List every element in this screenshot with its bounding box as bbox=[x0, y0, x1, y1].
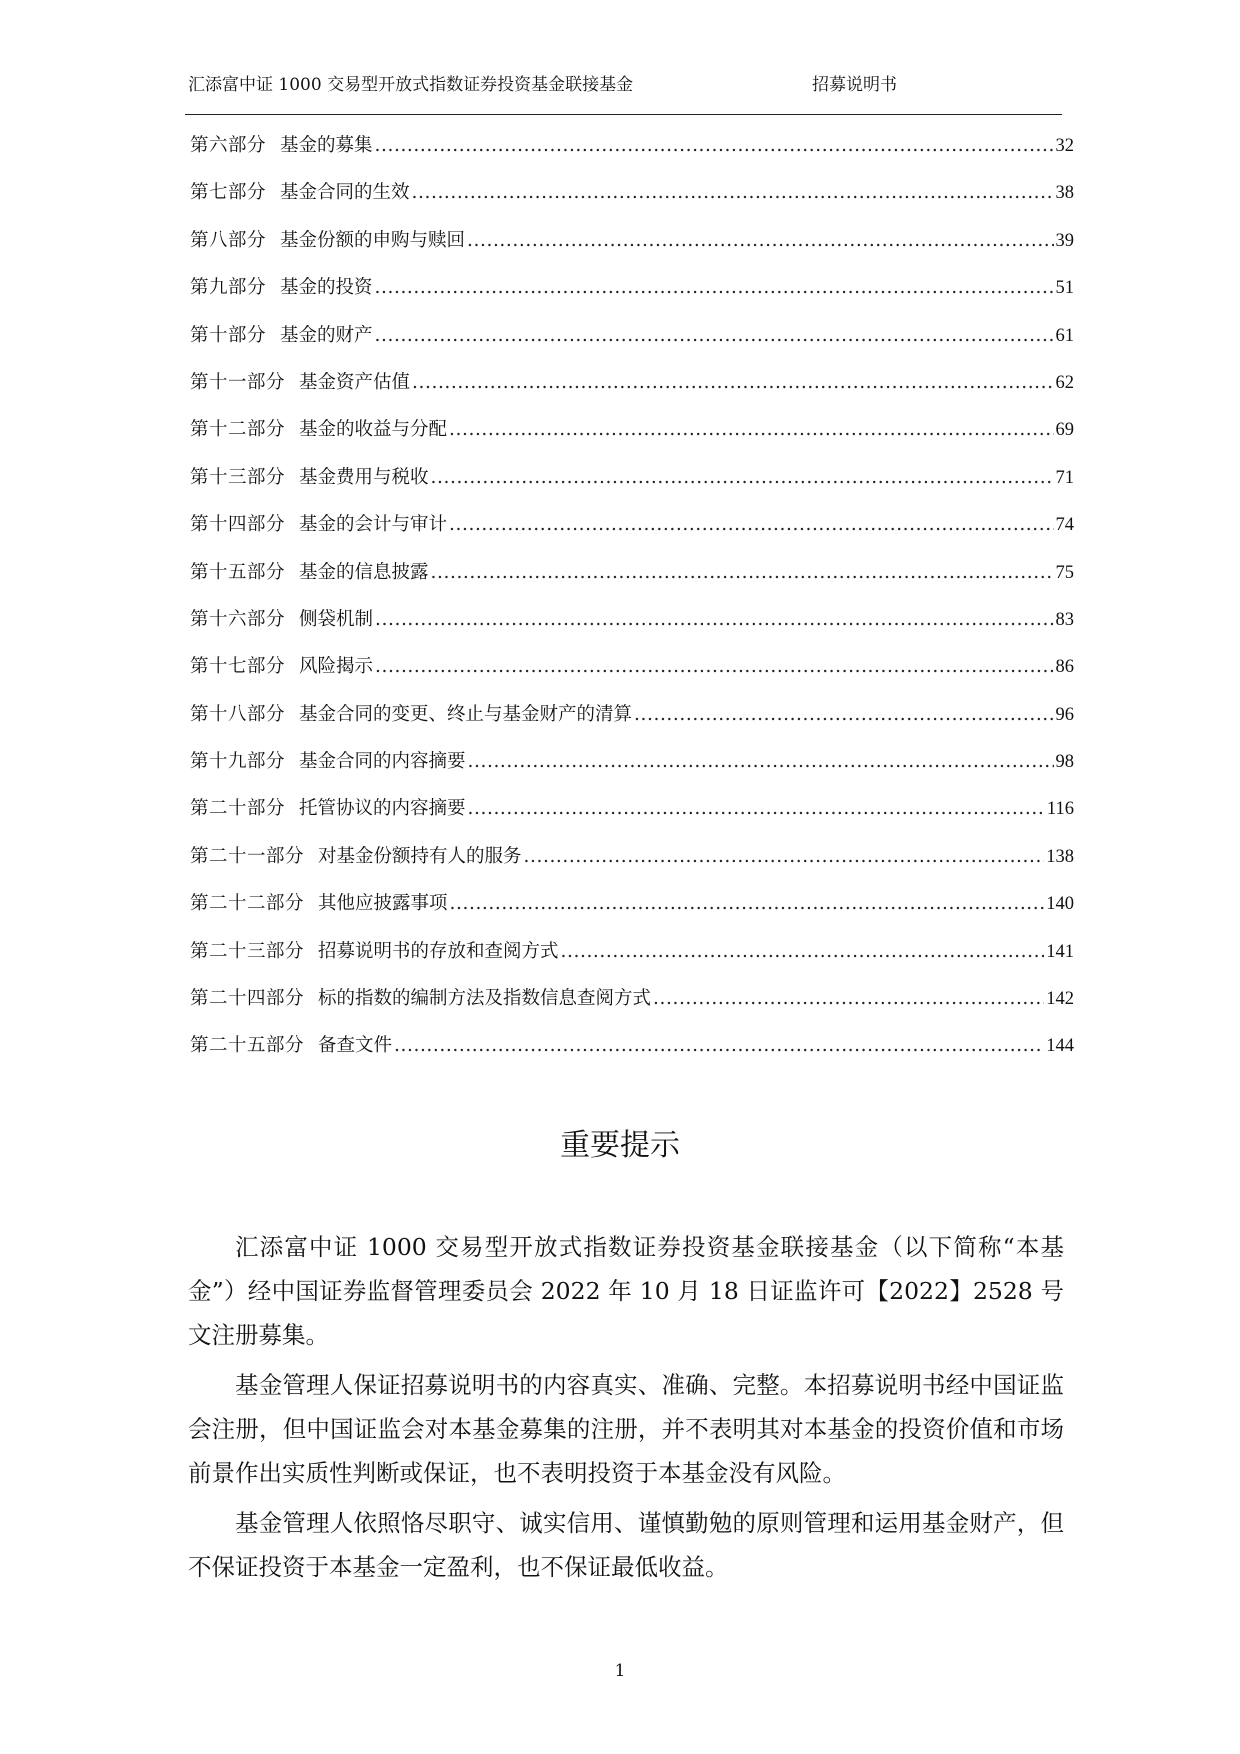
toc-entry-part: 第十五部分 bbox=[190, 561, 286, 583]
toc-entry-title: 基金的收益与分配 bbox=[299, 419, 448, 441]
toc-entry-part: 第十七部分 bbox=[190, 656, 286, 678]
notice-paragraph: 基金管理人依照恪尽职守、诚实信用、谨慎勤勉的原则管理和运用基金财产，但不保证投资于本基金一定盈利，也不保证最低收益。 bbox=[188, 1509, 1064, 1581]
toc-entry[interactable] bbox=[190, 703, 1074, 750]
toc-entry-part: 第二十四部分 bbox=[190, 988, 305, 1010]
toc-entry-page-number: 38 bbox=[1055, 183, 1074, 204]
toc-entry-part: 第二十二部分 bbox=[190, 893, 305, 915]
toc-entry-title: 基金的信息披露 bbox=[299, 561, 429, 583]
toc-entry[interactable] bbox=[190, 466, 1074, 513]
toc-entry[interactable] bbox=[190, 608, 1074, 655]
toc-entry[interactable] bbox=[190, 276, 1074, 323]
toc-entry-part: 第二十五部分 bbox=[190, 1035, 305, 1057]
toc-entry-part: 第九部分 bbox=[190, 277, 267, 299]
toc-dot-leader bbox=[431, 561, 1054, 585]
toc-entry-part: 第七部分 bbox=[190, 182, 267, 204]
toc-entry-part: 第二十三部分 bbox=[190, 940, 305, 962]
toc-entry[interactable] bbox=[190, 561, 1074, 608]
toc-entry[interactable] bbox=[190, 1034, 1074, 1081]
toc-entry-page-number: 62 bbox=[1055, 372, 1074, 393]
toc-entry-title: 基金费用与税收 bbox=[299, 466, 429, 488]
toc-entry-title: 备查文件 bbox=[318, 1035, 393, 1057]
notice-paragraph: 汇添富中证 1000 交易型开放式指数证券投资基金联接基金（以下简称“本基金”）经中国证券监督管理委员会 2022 年 10 月 18 日证监许可【2022】2528 号文注册募集。 bbox=[188, 1233, 1064, 1349]
toc-entry[interactable] bbox=[190, 845, 1074, 892]
toc-entry-part: 第八部分 bbox=[190, 229, 267, 251]
toc-dot-leader bbox=[431, 466, 1054, 490]
toc-dot-leader bbox=[449, 418, 1053, 442]
toc-entry[interactable] bbox=[190, 134, 1074, 181]
toc-dot-leader bbox=[653, 987, 1044, 1011]
toc-dot-leader bbox=[449, 513, 1053, 537]
toc-dot-leader bbox=[467, 229, 1053, 253]
notice-paragraph: 基金管理人保证招募说明书的内容真实、准确、完整。本招募说明书经中国证监会注册，但中国证监会对本基金募集的注册，并不表明其对本基金的投资价值和市场前景作出实质性判断或保证，也不表明投资于本基金没有风险。 bbox=[188, 1371, 1064, 1487]
toc-entry-page-number: 142 bbox=[1046, 989, 1074, 1010]
toc-dot-leader bbox=[375, 655, 1053, 679]
toc-dot-leader bbox=[375, 276, 1054, 300]
toc-entry[interactable] bbox=[190, 513, 1074, 560]
toc-entry-title: 基金的投资 bbox=[280, 277, 373, 299]
toc-entry-part: 第十六部分 bbox=[190, 608, 286, 630]
header-section-label: 招募说明书 bbox=[812, 75, 897, 95]
toc-entry-part: 第十四部分 bbox=[190, 514, 286, 536]
toc-entry-title: 招募说明书的存放和查阅方式 bbox=[318, 940, 559, 962]
toc-entry-page-number: 138 bbox=[1046, 846, 1074, 867]
toc-dot-leader bbox=[375, 134, 1054, 158]
toc-entry-page-number: 96 bbox=[1055, 704, 1074, 725]
toc-entry[interactable] bbox=[190, 229, 1074, 276]
toc-entry-page-number: 140 bbox=[1046, 894, 1074, 915]
toc-entry-title: 基金的募集 bbox=[280, 135, 373, 156]
toc-dot-leader bbox=[468, 750, 1054, 774]
toc-dot-leader bbox=[450, 892, 1045, 916]
toc-dot-leader bbox=[375, 324, 1054, 348]
toc-dot-leader bbox=[412, 371, 1053, 395]
toc-entry-title: 基金合同的变更、终止与基金财产的清算 bbox=[299, 703, 633, 725]
toc-entry-title: 基金份额的申购与赎回 bbox=[280, 229, 466, 251]
toc-dot-leader bbox=[394, 1034, 1044, 1058]
toc-entry-page-number: 141 bbox=[1046, 941, 1074, 962]
toc-entry-page-number: 144 bbox=[1046, 1036, 1074, 1057]
toc-entry-page-number: 86 bbox=[1055, 657, 1074, 678]
toc-entry-part: 第十二部分 bbox=[190, 419, 286, 441]
toc-entry[interactable] bbox=[190, 181, 1074, 228]
toc-dot-leader bbox=[375, 608, 1053, 632]
toc-entry-page-number: 75 bbox=[1055, 562, 1074, 583]
notice-title: 重要提示 bbox=[560, 1128, 680, 1163]
toc-entry-part: 第十一部分 bbox=[190, 371, 286, 393]
toc-entry[interactable] bbox=[190, 750, 1074, 797]
toc-entry[interactable] bbox=[190, 940, 1074, 987]
toc-entry-page-number: 71 bbox=[1055, 467, 1074, 488]
toc-entry-part: 第六部分 bbox=[190, 135, 267, 156]
notice-body bbox=[188, 1225, 1064, 1595]
toc-entry-title: 基金资产估值 bbox=[299, 371, 411, 393]
toc-entry[interactable] bbox=[190, 797, 1074, 844]
toc-entry-part: 第十九部分 bbox=[190, 751, 286, 773]
toc-entry-title: 基金的会计与审计 bbox=[299, 514, 448, 536]
toc-entry-part: 第二十部分 bbox=[190, 798, 286, 820]
toc-dot-leader bbox=[524, 845, 1045, 869]
table-of-contents bbox=[190, 134, 1074, 1082]
page-number: 1 bbox=[614, 1661, 626, 1681]
toc-entry-page-number: 39 bbox=[1055, 230, 1074, 251]
toc-entry[interactable] bbox=[190, 371, 1074, 418]
toc-entry-title: 基金合同的内容摘要 bbox=[299, 751, 466, 773]
toc-dot-leader bbox=[412, 181, 1054, 205]
toc-entry-page-number: 61 bbox=[1055, 325, 1074, 346]
toc-entry-page-number: 83 bbox=[1055, 609, 1074, 630]
toc-entry-title: 其他应披露事项 bbox=[318, 893, 448, 915]
toc-entry-page-number: 69 bbox=[1055, 420, 1074, 441]
header-divider bbox=[185, 114, 1062, 115]
toc-dot-leader bbox=[634, 703, 1053, 727]
toc-entry-title: 标的指数的编制方法及指数信息查阅方式 bbox=[318, 988, 652, 1010]
running-header bbox=[188, 74, 1060, 106]
toc-entry[interactable] bbox=[190, 987, 1074, 1034]
toc-entry-title: 风险揭示 bbox=[299, 656, 374, 678]
toc-entry[interactable] bbox=[190, 892, 1074, 939]
toc-entry[interactable] bbox=[190, 655, 1074, 702]
toc-entry-page-number: 74 bbox=[1055, 515, 1074, 536]
toc-entry-page-number: 51 bbox=[1055, 278, 1074, 299]
toc-entry-part: 第十八部分 bbox=[190, 703, 286, 725]
toc-entry-title: 侧袋机制 bbox=[299, 608, 374, 630]
toc-entry[interactable] bbox=[190, 418, 1074, 465]
header-document-title: 汇添富中证 1000 交易型开放式指数证券投资基金联接基金 bbox=[188, 75, 634, 95]
toc-entry-part: 第十三部分 bbox=[190, 466, 286, 488]
toc-entry-page-number: 116 bbox=[1046, 799, 1074, 820]
toc-entry-title: 基金的财产 bbox=[280, 324, 373, 346]
toc-entry[interactable] bbox=[190, 324, 1074, 371]
toc-entry-page-number: 98 bbox=[1055, 752, 1074, 773]
toc-entry-page-number: 32 bbox=[1055, 136, 1074, 156]
toc-dot-leader bbox=[561, 940, 1045, 964]
toc-entry-title: 对基金份额持有人的服务 bbox=[318, 845, 522, 867]
toc-entry-title: 托管协议的内容摘要 bbox=[299, 798, 466, 820]
toc-entry-title: 基金合同的生效 bbox=[280, 182, 410, 204]
toc-dot-leader bbox=[468, 797, 1045, 821]
toc-entry-part: 第二十一部分 bbox=[190, 845, 305, 867]
toc-entry-part: 第十部分 bbox=[190, 324, 267, 346]
